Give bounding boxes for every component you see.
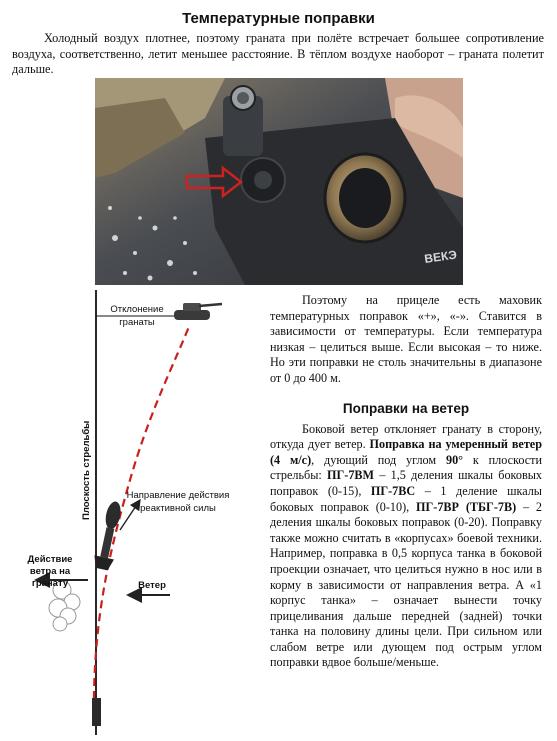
- intro-paragraph: Холодный воздух плотнее, поэтому граната при полёте встречает большее сопротивление воздуха, соответственно, летит меньшее расстояние. В тёплом воздухе наоборот – граната полетит дальше.: [12, 31, 544, 76]
- tank-icon: [174, 303, 222, 320]
- sight-photo-illustration: [95, 78, 463, 285]
- label-reactive-line1: Направление действия: [126, 490, 230, 501]
- wind-text-j: ПГ-7ВР (ТБГ-7В): [416, 499, 517, 514]
- wind-text-i: – 1 деление шкалы боковых поправок (0-10),: [270, 483, 542, 514]
- wind-text-b: Поправка на умеренный ветер (4 м/с): [270, 437, 542, 467]
- wind-paragraph: [270, 422, 542, 672]
- label-reactive-line2: реактивной силы: [140, 503, 216, 514]
- wind-text-a: Боковой ветер отклоняет гранату в сторону, откуда дует ветер.: [270, 421, 542, 452]
- label-wind-effect-line1: Действие: [27, 554, 73, 565]
- wind-text-h: ПГ-7ВС: [370, 483, 416, 498]
- heading-wind: Поправки на ветер: [342, 400, 470, 416]
- label-plane-of-fire: Плоскость стрельбы: [81, 420, 92, 520]
- wind-text-c: , дующий под углом: [311, 452, 446, 467]
- wind-text-f: ПГ-7ВМ: [327, 468, 375, 483]
- wind-text-e: к плоскости стрельбы:: [270, 452, 542, 483]
- launcher-end-icon: [92, 698, 101, 726]
- sight-marking: ВЕКЭ: [423, 247, 458, 266]
- heading-temperature: Температурные поправки: [182, 10, 375, 27]
- label-deviation-line2: гранаты: [119, 317, 155, 328]
- sight-photo: [95, 78, 463, 285]
- label-wind-effect-line2: ветра на: [29, 566, 71, 577]
- label-deviation-line1: Отклонение: [110, 304, 164, 315]
- label-wind: Ветер: [138, 580, 166, 591]
- wind-text-g: – 1,5 деления шкалы боковых поправок (0-15),: [270, 468, 542, 498]
- grenade-icon: [92, 500, 126, 572]
- temperature-paragraph: Поэтому на прицеле есть маховик температурных поправок «+», «-». Ставится в зависимости от температуры. Если температура низкая – целиться выше. Если высокая – то ниже. Но эти поправки не столь значительны в диапазоне от 0 до 400 м.: [270, 293, 542, 385]
- label-wind-effect-line3: гранату: [31, 578, 69, 589]
- wind-text-k: – 2 деления шкалы боковых поправок (0-20). Поправку также можно считать в «корпусах» боевой техники. Например, поправка в 0,5 корпуса танка в боковой проекции означает, что целиться нужно в нос или в корму в зависимости от направления ветра. А «1 корпус танка» – означает вынести точку прицеливания дальше передней (задней) точки танка на половину длины цели. При сильном или слабом ветре или дующем под острым углом поправки вдвое больше/меньше.: [270, 499, 542, 670]
- right-column: [270, 293, 542, 671]
- wind-text-d: 90°: [445, 452, 464, 467]
- wind-trajectory-diagram: [0, 290, 270, 741]
